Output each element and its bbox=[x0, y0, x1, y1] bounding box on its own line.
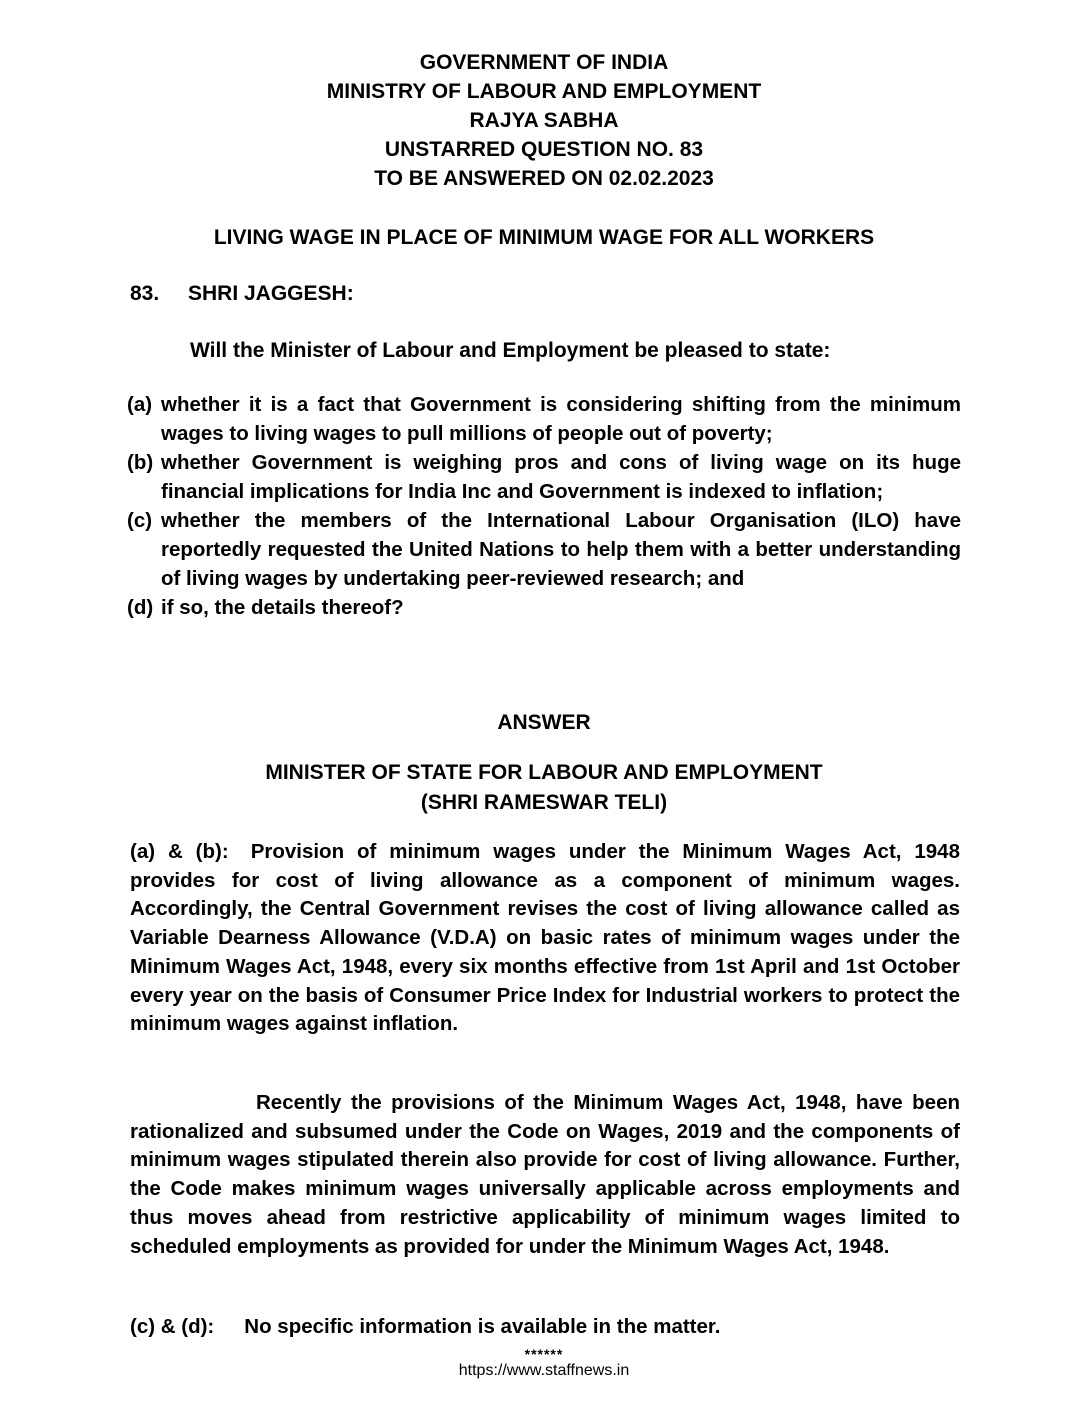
header-government: GOVERNMENT OF INDIA bbox=[419, 51, 669, 74]
question-label: (d) bbox=[127, 596, 154, 619]
answer-label-ab: (a) & (b): bbox=[130, 840, 229, 863]
header-answer-date: TO BE ANSWERED ON 02.02.2023 bbox=[374, 167, 714, 190]
end-marker: ****** bbox=[524, 1346, 564, 1362]
question-intro: Will the Minister of Labour and Employment be pleased to state: bbox=[190, 339, 831, 362]
question-text: whether Government is weighing pros and cons of living wage on its huge financial implications for India Inc and Government is indexed to inflation; bbox=[161, 451, 961, 503]
question-subject: LIVING WAGE IN PLACE OF MINIMUM WAGE FOR ALL WORKERS bbox=[213, 226, 875, 249]
answer-paragraph-ab bbox=[130, 838, 960, 1039]
answer-text-ab: Provision of minimum wages under the Minimum Wages Act, 1948 provides for cost of living allowance as a component of minimum wages. Accordingly, the Central Government revises the cost of living allowance called as Variable Dearness Allowance (V.D.A) on basic rates of minimum wages under the Minimum Wages Act, 1948, every six months effective from 1st April and 1st October every year on the basis of Consumer Price Index for Industrial workers to protect the minimum wages against inflation. bbox=[130, 840, 960, 1036]
member-name: SHRI JAGGESH: bbox=[188, 282, 354, 305]
answer-paragraph-recent: Recently the provisions of the Minimum Wages Act, 1948, have been rationalized and subsumed under the Code on Wages, 2019 and the components of minimum wages stipulated therein also provide for cost of living allowance. Further, the Code makes minimum wages universally applicable across employments and thus moves ahead from restrictive applicability of minimum wages limited to scheduled employments as provided for under the Minimum Wages Act, 1948. bbox=[130, 1091, 960, 1258]
question-label: (a) bbox=[127, 393, 153, 416]
answer-heading: ANSWER bbox=[497, 711, 591, 734]
minister-title: MINISTER OF STATE FOR LABOUR AND EMPLOYMENT bbox=[265, 761, 823, 784]
question-text: whether the members of the International Labour Organisation (ILO) have reportedly requested the United Nations to help them with a better understanding of living wages by undertaking peer-reviewed research; and bbox=[161, 509, 961, 590]
question-item-a bbox=[127, 390, 961, 448]
header-house: RAJYA SABHA bbox=[469, 109, 619, 132]
question-number: 83. bbox=[130, 282, 160, 305]
header-ministry: MINISTRY OF LABOUR AND EMPLOYMENT bbox=[326, 80, 762, 103]
minister-block bbox=[0, 758, 1088, 818]
question-member-line bbox=[130, 280, 354, 308]
question-label: (b) bbox=[127, 451, 154, 474]
document-header bbox=[0, 48, 1088, 193]
header-question-number: UNSTARRED QUESTION NO. 83 bbox=[384, 138, 704, 161]
minister-name: (SHRI RAMESWAR TELI) bbox=[420, 791, 668, 814]
question-item-b bbox=[127, 448, 961, 506]
answer-paragraph-cd bbox=[130, 1313, 960, 1341]
question-text: if so, the details thereof? bbox=[161, 596, 404, 619]
question-item-d bbox=[127, 593, 961, 622]
answer-label-cd: (c) & (d): bbox=[130, 1315, 215, 1338]
footer-url: https://www.staffnews.in bbox=[458, 1362, 630, 1379]
question-text: whether it is a fact that Government is considering shifting from the minimum wages to living wages to pull millions of people out of poverty; bbox=[161, 393, 961, 445]
question-item-c bbox=[127, 506, 961, 593]
question-list bbox=[127, 390, 961, 622]
question-label: (c) bbox=[127, 509, 153, 532]
answer-text-cd: No specific information is available in the matter. bbox=[244, 1315, 721, 1338]
